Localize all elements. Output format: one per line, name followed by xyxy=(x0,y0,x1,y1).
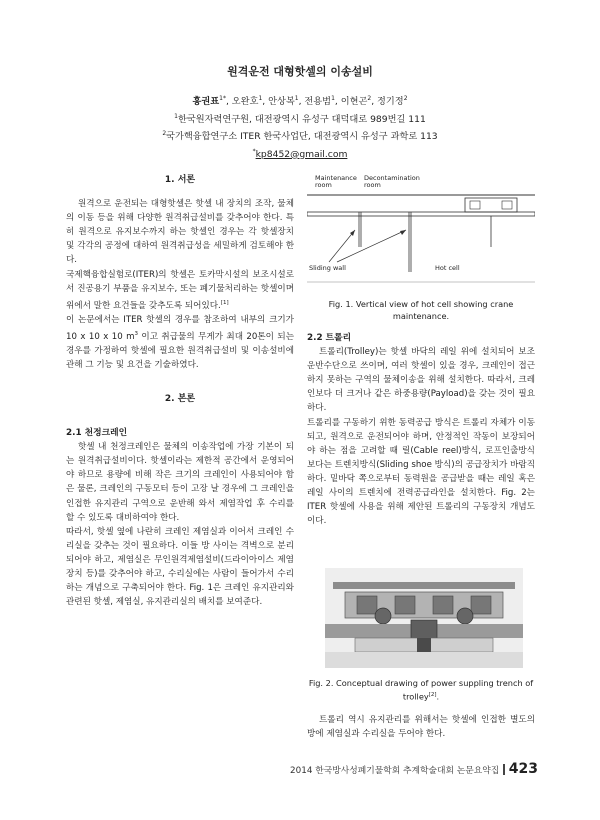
fig1-label-maintenance: Maintenance room xyxy=(315,174,357,189)
paper-title: 원격운전 대형핫셀의 이송설비 xyxy=(227,65,373,78)
author-2: 오완호$^1$ xyxy=(231,95,263,108)
trolley-paragraph-2: 트롤리를 구동하기 위한 동력공급 방식은 트롤리 자체가 이동되고, 원격으로 운전되어야 하며, 안정적인 작동이 보장되어야 하는 점을 고려할 때 릴(Cable reel)방식, 로프인출방식 보다는 트렌치방식(Sliding shoe 방식)의 공급장치가 바람직하다. 밑바닥 쪽으로부터 동력원을 공급받을 때는 레일 혹은 레일 사이의 트렌치에 전력공급라인을 설치한다. Fig. 2는 ITER 핫셀에 사용을 위해 제안된 트롤리의 구동장치 개념도이다. xyxy=(307,417,535,527)
crane-paragraph-2: 따라서, 핫셀 옆에 나란히 크레인 제염실과 이어서 크레인 수리실을 갖추는 것이 필요하다. 이들 방 사이는 격벽으로 분리되어야 하고, 제염실은 무인원격제염설비(드라이아이스 제염장치 등)를 갖추어야 하고, 수리실에는 사람이 들어가서 수리하는 개념으로 구축되어야 한다. Fig. 1은 크레인 유지관리와 관련된 핫셀, 제염실, 유지관리실의 배치를 보여준다. xyxy=(66,526,294,608)
author-6: 정기정$^2$ xyxy=(377,95,408,108)
section-heading-body: 2. 본론 xyxy=(164,393,196,404)
fig1-label-hot-cell: Hot cell xyxy=(435,264,460,272)
citation-ref-1: [1] xyxy=(220,299,229,306)
intro-paragraph-2: 국제핵융합실험로(ITER)의 핫셀은 토카막시설의 보조시설로서 진공용기 부품을 유지보수, 또는 폐기물처리하는 핫셀이며 위에서 말한 요건들을 갖추도록 되어있다.[1] xyxy=(66,269,294,311)
subsection-heading-trolley: 2.2 트롤리 xyxy=(307,333,352,343)
page-footer xyxy=(290,761,538,777)
author-list: 홍권표$^{1*}$, 오완호$^1$, 안상복$^1$, 전용범$^1$, 이현곤$^2$, 정기정$^2$ xyxy=(192,95,408,108)
journal-name: 2014 한국방사성폐기물학회 추계학술대회 논문요약집 xyxy=(290,765,500,776)
citation-ref-2: [2] xyxy=(428,692,437,698)
trolley-paragraph-1: 트롤리(Trolley)는 핫셀 바닥의 레일 위에 설치되어 보조운반수단으로 쓰이며, 여러 핫셀이 있을 경우, 크레인이 접근하지 못하는 구역의 물체이송을 위해 설치한다. 따라서, 크레인보다 더 크거나 같은 하중용량(Payload)을 갖는 것이 필요하다. xyxy=(307,347,535,414)
author-3: 안상복$^1$ xyxy=(268,95,299,108)
affiliation-1: $^1$한국원자력연구원, 대전광역시 유성구 대덕대로 989번길 111 xyxy=(174,112,426,125)
affiliation-2: $^2$국가핵융합연구소 ITER 한국사업단, 대전광역시 유성구 과학로 113 xyxy=(162,130,438,143)
right-column xyxy=(307,331,535,528)
page-number: 423 xyxy=(508,761,538,777)
author-4: 전용범$^1$ xyxy=(304,95,335,108)
fig1-label-decontamination: Decontamination room xyxy=(364,174,420,189)
figure-2-trolley-drawing xyxy=(325,568,523,668)
section-heading-intro: 1. 서론 xyxy=(164,175,196,185)
footer-divider xyxy=(503,764,505,775)
figure-2-caption: Fig. 2. Conceptual drawing of power suppling trench of trolley[2]. xyxy=(308,678,534,702)
subsection-heading-crane: 2.1 천정크레인 xyxy=(66,428,128,439)
figure-1-caption: Fig. 1. Vertical view of hot cell showing crane maintenance. xyxy=(328,299,514,321)
contact-email[interactable]: *kp8452@gmail.com xyxy=(252,147,348,160)
intro-paragraph-1: 원격으로 운전되는 대형핫셀은 핫셀 내 장치의 조작, 물체의 이동 등을 위해 다양한 원격취급설비를 갖추어야 한다. 특히 원격으로 유지보수까지 하는 핫셀인 경우는 각 핫셀장치 및 각각의 공정에 대하여 원격취급성을 세밀하게 검토해야 한다. xyxy=(66,199,294,266)
left-column xyxy=(66,173,294,609)
author-block xyxy=(0,92,600,162)
crane-paragraph-1: 핫셀 내 천정크레인은 물체의 이송작업에 가장 기본이 되는 원격취급설비이다. 핫셀이라는 제한적 공간에서 운영되어야 하므로 용량에 비해 작은 크기의 크레인이 사용되어야 함은 물론, 크레인의 구동모터 등이 고장 날 경우에 그 크레인을 인접한 유지관리 구역으로 운반해 와서 제염작업 후 수리를 할 수 있도록 대비하여야 한다. xyxy=(66,442,294,523)
author-5: 이현곤$^2$ xyxy=(340,95,372,108)
trolley-paragraph-3: 트롤리 역시 유지관리를 위해서는 핫셀에 인접한 별도의 방에 제염실과 수리실을 두어야 한다. xyxy=(307,715,535,740)
fig1-label-sliding-wall: Sliding wall xyxy=(309,264,346,272)
author-1: 홍권표$^{1*}$ xyxy=(192,95,226,108)
intro-paragraph-3: 이 논문에서는 ITER 핫셀의 경우를 참조하여 내부의 크기가 10 x 10 x 10 $m^3$ 이고 취급물의 무게가 최대 20톤이 되는 경우를 가정하여 핫셀에 필요한 원격취급설비 및 이송설비에 관해 그 기능 및 요건을 기술하였다. xyxy=(66,314,294,370)
